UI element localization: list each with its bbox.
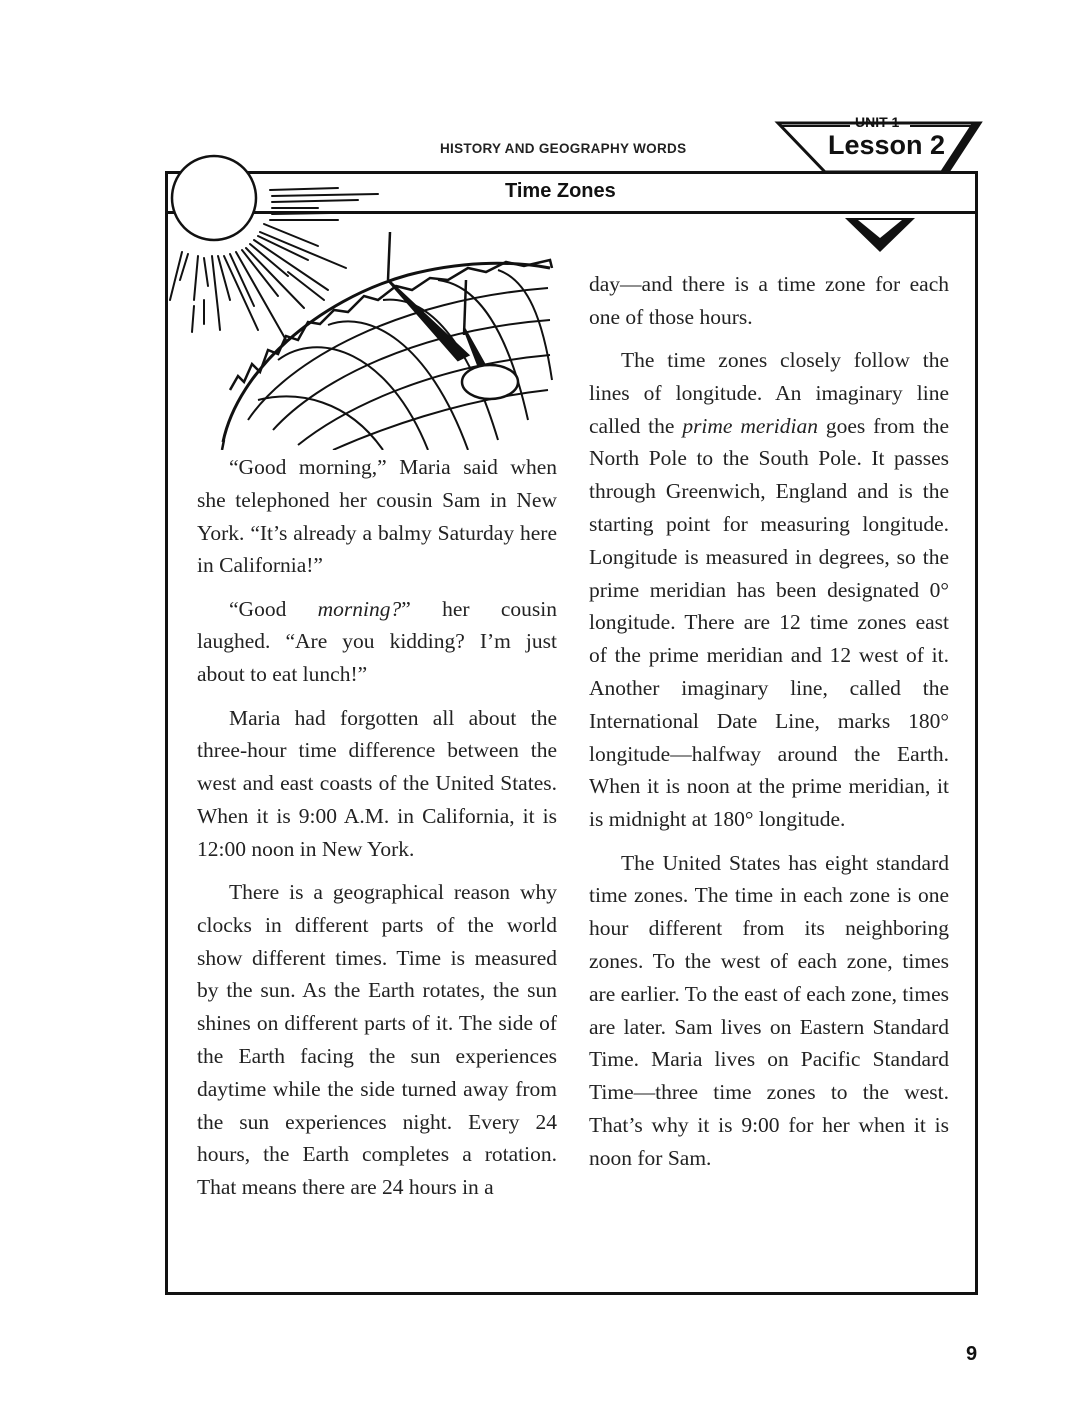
page-number: 9 (966, 1343, 978, 1365)
page-title: Time Zones (505, 180, 616, 202)
paragraph: The time zones closely follow the lines of longitude. An imaginary line called the prime meridian goes from the North Pole to the South Pole. It passes through Greenwich, England and is the starting point for measuring longitude. Longitude is measured in degrees, so the prime meridian has been designated 0° longitude. There are 12 time zones east of the prime meridian and 12 west of it. Another imaginary line, called the International Date Line, marks 180° longitude—halfway around the Earth. When it is noon at the prime meridian, it is midnight at 180° longitude. (589, 348, 950, 832)
right-column (589, 268, 949, 1185)
left-column (197, 451, 557, 1215)
sun-earth-illustration (168, 150, 568, 450)
lesson-label: Lesson 2 (828, 130, 946, 160)
paragraph: “Good morning,” Maria said when she telephoned her cousin Sam in New York. “It’s already a balmy Saturday here in California!” (197, 455, 557, 578)
section-label: HISTORY AND GEOGRAPHY WORDS (440, 141, 687, 156)
unit-label: UNIT 1 (855, 114, 900, 130)
paragraph: There is a geographical reason why clocks in different parts of the world show different times. Time is measured by the sun. As the Earth rotates, the sun shines on different parts of it. The side of the Earth facing the sun experiences daytime while the side turned away from the sun experiences night. Every 24 hours, the Earth completes a rotation. That means there are 24 hours in a (197, 880, 557, 1200)
paragraph: The United States has eight standard time zones. The time in each zone is one hour different from its neighboring zones. To the west of each zone, times are earlier. To the east of each zone, times are later. Sam lives on Eastern Standard Time. Maria lives on Pacific Standard Time—three time zones to the west. That’s why it is 9:00 for her when it is noon for Sam. (589, 850, 949, 1170)
paragraph: “Good morning?” her cousin laughed. “Are you kidding? I’m just about to eat lunch!” (197, 596, 557, 687)
paragraph: day—and there is a time zone for each one of those hours. (589, 272, 949, 329)
paragraph: Maria had forgotten all about the three-hour time difference between the west and east coasts of the United States. When it is 9:00 A.M. in California, it is 12:00 noon in New York. (197, 705, 557, 861)
